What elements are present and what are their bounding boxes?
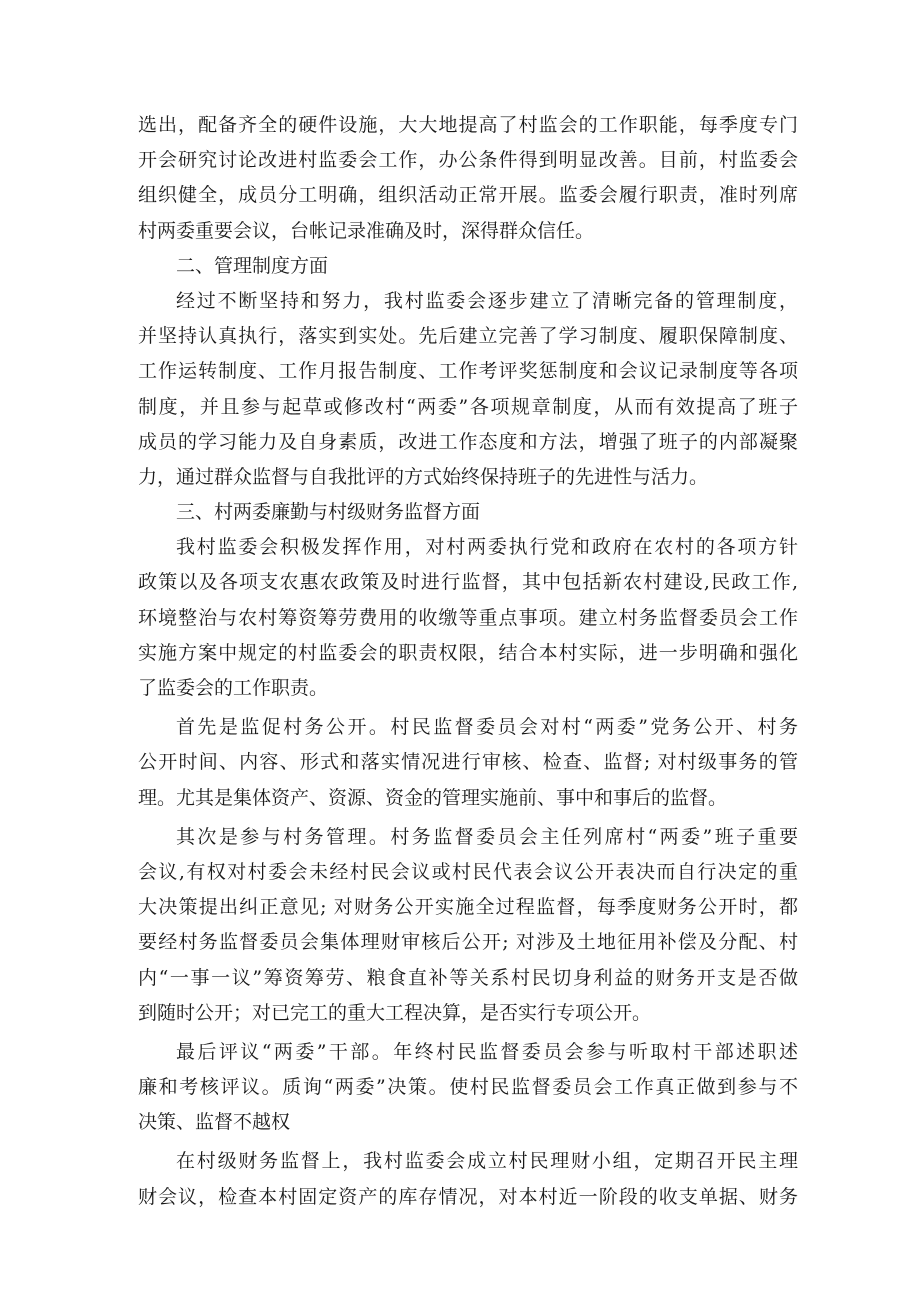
paragraph-line: 开会研究讨论改进村监委会工作，办公条件得到明显改善。目前，村监委会 [138,149,798,172]
paragraph-line: 廉和考核评议。质询“两委”决策。使村民监督委员会工作真正做到参与不 [138,1076,798,1099]
paragraph-line: 决策、监督不越权 [138,1111,291,1134]
paragraph-line: 我村监委会积极发挥作用，对村两委执行党和政府在农村的各项方针 [176,536,798,559]
paragraph-line: 经过不断坚持和努力，我村监委会逐步建立了清晰完备的管理制度， [176,289,798,312]
paragraph-line: 环境整治与农村筹资筹劳费用的收缴等重点事项。建立村务监督委员会工作 [138,606,798,629]
document-page [138,108,798,1215]
paragraph-line: 实施方案中规定的村监委会的职责权限，结合本村实际，进一步明确和强化 [138,641,798,664]
paragraph-line: 政策以及各项支农惠农政策及时进行监督，其中包括新农村建设,民政工作, [138,571,798,594]
paragraph-line: 了监委会的工作职责。 [138,677,329,699]
section-heading: 三、村两委廉勤与村级财务监督方面 [176,501,481,524]
paragraph-line: 内“一事一议”筹资筹劳、粮食直补等关系村民切身利益的财务开支是否做 [138,966,798,989]
paragraph-line: 选出，配备齐全的硬件设施，大大地提高了村监会的工作职能，每季度专门 [138,114,798,136]
paragraph-line: 公开时间、内容、形式和落实情况进行审核、检查、监督; 对村级事务的管 [138,751,798,774]
paragraph-line: 工作运转制度、工作月报告制度、工作考评奖惩制度和会议记录制度等各项 [138,360,798,383]
section-heading: 二、管理制度方面 [176,254,329,277]
paragraph-line: 大决策提出纠正意见; 对财务公开实施全过程监督，每季度财务公开时，都 [138,896,798,919]
paragraph-line: 并坚持认真执行，落实到实处。先后建立完善了学习制度、履职保障制度、 [138,325,798,348]
paragraph-line: 首先是监促村务公开。村民监督委员会对村“两委”党务公开、村务 [176,716,798,739]
paragraph-line: 组织健全，成员分工明确，组织活动正常开展。监委会履行职责，准时列席 [138,184,798,207]
paragraph-line: 理。尤其是集体资产、资源、资金的管理实施前、事中和事后的监督。 [138,786,728,809]
paragraph-line: 力，通过群众监督与自我批评的方式始终保持班子的先进性与活力。 [138,465,709,488]
paragraph-line: 到随时公开；对已完工的重大工程决算，是否实行专项公开。 [138,1001,652,1024]
paragraph-line: 要经村务监督委员会集体理财审核后公开; 对涉及土地征用补偿及分配、村 [138,931,798,954]
paragraph-line: 成员的学习能力及自身素质，改进工作态度和方法，增强了班子的内部凝聚 [138,430,798,453]
paragraph-line: 最后评议“两委”干部。年终村民监督委员会参与听取村干部述职述 [176,1040,798,1063]
paragraph-line: 财会议，检查本村固定资产的库存情况，对本村近一阶段的收支单据、财务 [138,1185,798,1208]
paragraph-line: 制度，并且参与起草或修改村“两委”各项规章制度，从而有效提高了班子 [138,395,798,418]
paragraph-line: 会议,有权对村委会未经村民会议或村民代表会议公开表决而自行决定的重 [138,860,798,883]
paragraph-line: 在村级财务监督上，我村监委会成立村民理财小组，定期召开民主理 [176,1150,798,1173]
paragraph-line: 村两委重要会议，台帐记录准确及时，深得群众信任。 [138,219,595,242]
paragraph-line: 其次是参与村务管理。村务监督委员会主任列席村“两委”班子重要 [176,825,798,848]
